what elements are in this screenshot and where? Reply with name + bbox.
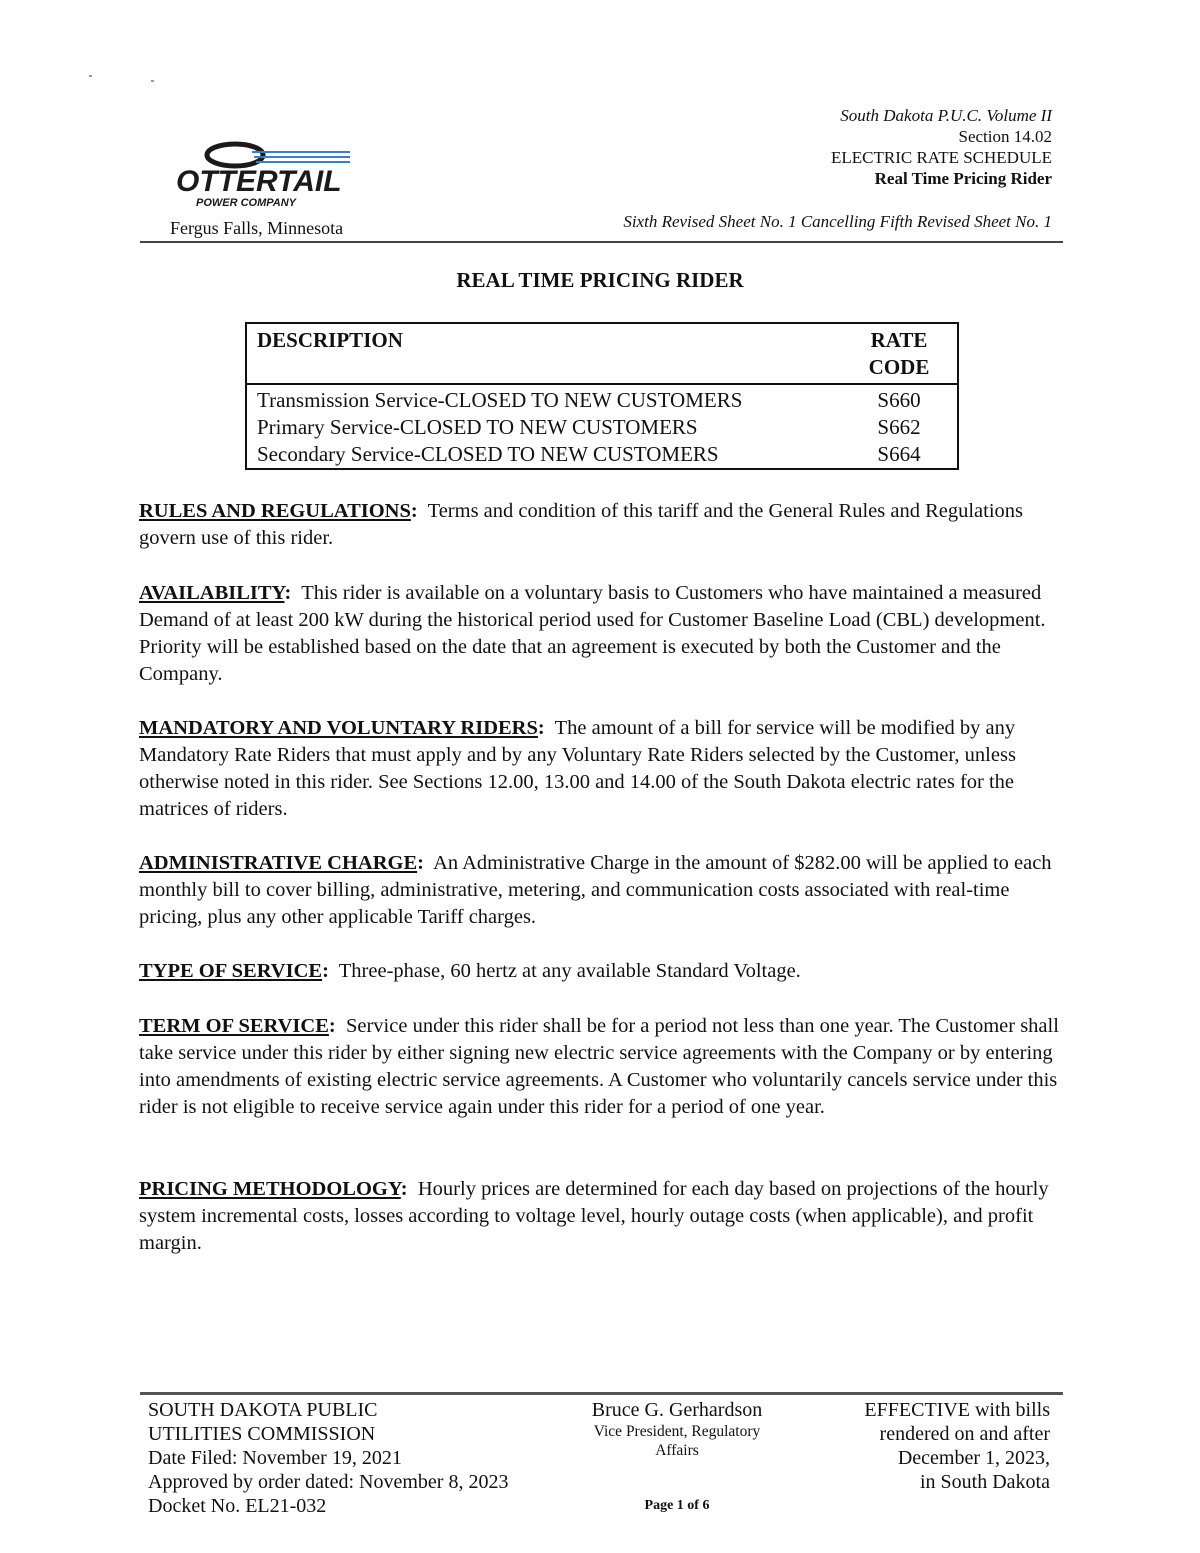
docket-number: Docket No. EL21-032: [148, 1495, 327, 1517]
administrative-charge-section: ADMINISTRATIVE CHARGE: An Administrative Charge in the amount of $282.00 will be applied to each monthly bill to cover billing, administrative, metering, and communication costs associated with real-time pricing, plus any other applicable Tariff charges.: [139, 852, 1052, 928]
section-text: Three-phase, 60 hertz at any available Standard Voltage.: [338, 960, 801, 982]
company-logo: [172, 135, 357, 215]
logo-wordmark: OTTERTAIL: [176, 165, 342, 198]
rate-code-table: [245, 322, 959, 470]
table-header-row: [246, 323, 958, 384]
row-description: Secondary Service-CLOSED TO NEW CUSTOMERS: [257, 442, 719, 466]
rate-code-header: [841, 323, 958, 384]
section-text: Service under this rider shall be for a period not less than one year. The Customer shall take service under this rider by either signing new electric service agreements with the Company or by entering into amendments of existing electric service agreements. A Customer who voluntarily cancels service under this rider is not eligible to receive service again under this rider for a period of one year.: [139, 1015, 1059, 1118]
effective-line: December 1, 2023,: [897, 1447, 1050, 1469]
signer-title: Affairs: [655, 1442, 699, 1459]
commission-line: SOUTH DAKOTA PUBLIC: [148, 1399, 378, 1421]
document-title: REAL TIME PRICING RIDER: [456, 268, 744, 292]
row-code: S660: [877, 388, 921, 412]
rider-name: Real Time Pricing Rider: [874, 169, 1052, 188]
effective-line: EFFECTIVE with bills: [864, 1399, 1050, 1421]
scan-mark: [151, 80, 154, 82]
volume-label: South Dakota P.U.C. Volume II: [840, 106, 1052, 125]
company-location: Fergus Falls, Minnesota: [170, 218, 344, 238]
tariff-header: [831, 105, 1052, 189]
section-text: This rider is available on a voluntary basis to Customers who have maintained a measured Demand of at least 200 kW during the historical period used for Customer Baseline Load (CBL) development. Priority will be established based on the date that an agreement is executed by both the Customer and the Company.: [139, 582, 1046, 685]
row-description: Transmission Service-CLOSED TO NEW CUSTOMERS: [257, 388, 743, 412]
commission-block: [148, 1398, 508, 1518]
signer-name: Bruce G. Gerhardson: [591, 1399, 763, 1421]
rate-code-header-text: RATE CODE: [868, 328, 930, 379]
date-filed: Date Filed: November 19, 2021: [148, 1447, 402, 1469]
section-label: Section 14.02: [958, 127, 1052, 146]
sheet-number: Sixth Revised Sheet No. 1 Cancelling Fifth Revised Sheet No. 1: [623, 212, 1052, 231]
effective-line: rendered on and after: [879, 1423, 1050, 1445]
logo-ellipse: [207, 144, 263, 166]
section-label: PRICING METHODOLOGY: [139, 1178, 401, 1200]
page-number: Page 1 of 6: [644, 1498, 710, 1513]
section-text: An Administrative Charge in the amount of $282.00 will be applied to each monthly bill to cover billing, administrative, metering, and communication costs associated with real-time pricing, plus any other applicable Tariff charges.: [139, 852, 1052, 928]
section-text: The amount of a bill for service will be modified by any Mandatory Rate Riders that must apply and by any Voluntary Rate Riders selected by the Customer, unless otherwise noted in this rider. See Sections 12.00, 13.00 and 14.00 of the South Dakota electric rates for the matrices of riders.: [139, 717, 1016, 820]
description-header: DESCRIPTION: [246, 323, 841, 384]
type-of-service-section: TYPE OF SERVICE: Three-phase, 60 hertz at any available Standard Voltage.: [139, 960, 801, 982]
commission-line: UTILITIES COMMISSION: [148, 1423, 376, 1445]
row-code: S664: [877, 442, 921, 466]
footer-divider: [140, 1392, 1063, 1395]
table-row: [246, 441, 958, 469]
section-label: TYPE OF SERVICE: [139, 960, 323, 982]
signer-block: [560, 1398, 794, 1460]
rules-and-regulations-section: RULES AND REGULATIONS: Terms and condition of this tariff and the General Rules and Regulations govern use of this rider.: [139, 500, 1024, 549]
logo-subtitle: POWER COMPANY: [196, 197, 297, 209]
table-row: [246, 384, 958, 414]
row-code: S662: [877, 415, 921, 439]
schedule-label: ELECTRIC RATE SCHEDULE: [831, 148, 1052, 167]
section-label: ADMINISTRATIVE CHARGE: [139, 852, 418, 874]
effective-line: in South Dakota: [920, 1471, 1050, 1493]
header-divider: [140, 241, 1063, 243]
section-text: Terms and condition of this tariff and the General Rules and Regulations govern use of this rider.: [139, 500, 1024, 549]
table-row: [246, 414, 958, 441]
section-label: MANDATORY AND VOLUNTARY RIDERS: [139, 717, 538, 739]
scan-mark: [89, 75, 92, 77]
section-label: RULES AND REGULATIONS: [139, 500, 411, 522]
section-text: Hourly prices are determined for each day based on projections of the hourly system incremental costs, losses according to voltage level, hourly outage costs (when applicable), and profit margin.: [139, 1178, 1049, 1254]
pricing-methodology-section: PRICING METHODOLOGY: Hourly prices are determined for each day based on projections of the hourly system incremental costs, losses according to voltage level, hourly outage costs (when applicable), and profit margin.: [139, 1178, 1049, 1254]
mandatory-voluntary-riders-section: MANDATORY AND VOLUNTARY RIDERS: The amount of a bill for service will be modified by any Mandatory Rate Riders that must apply and by any Voluntary Rate Riders selected by the Customer, unless otherwise noted in this rider. See Sections 12.00, 13.00 and 14.00 of the South Dakota electric rates for the matrices of riders.: [139, 717, 1016, 820]
term-of-service-section: TERM OF SERVICE: Service under this rider shall be for a period not less than one year. The Customer shall take service under this rider by either signing new electric service agreements with the Company or by entering into amendments of existing electric service agreements. A Customer who voluntarily cancels service under this rider is not eligible to receive service again under this rider for a period of one year.: [139, 1015, 1059, 1118]
row-description: Primary Service-CLOSED TO NEW CUSTOMERS: [257, 415, 698, 439]
section-label: TERM OF SERVICE: [139, 1015, 329, 1037]
availability-section: AVAILABILITY: This rider is available on a voluntary basis to Customers who have maintained a measured Demand of at least 200 kW during the historical period used for Customer Baseline Load (CBL) development. Priority will be established based on the date that an agreement is executed by both the Customer and the Company.: [139, 582, 1046, 685]
section-label: AVAILABILITY: [139, 582, 285, 604]
effective-block: [864, 1398, 1050, 1494]
approved-date: Approved by order dated: November 8, 2023: [148, 1471, 509, 1493]
otter-swoosh-icon: [172, 135, 357, 215]
signer-title: Vice President, Regulatory: [593, 1423, 761, 1440]
